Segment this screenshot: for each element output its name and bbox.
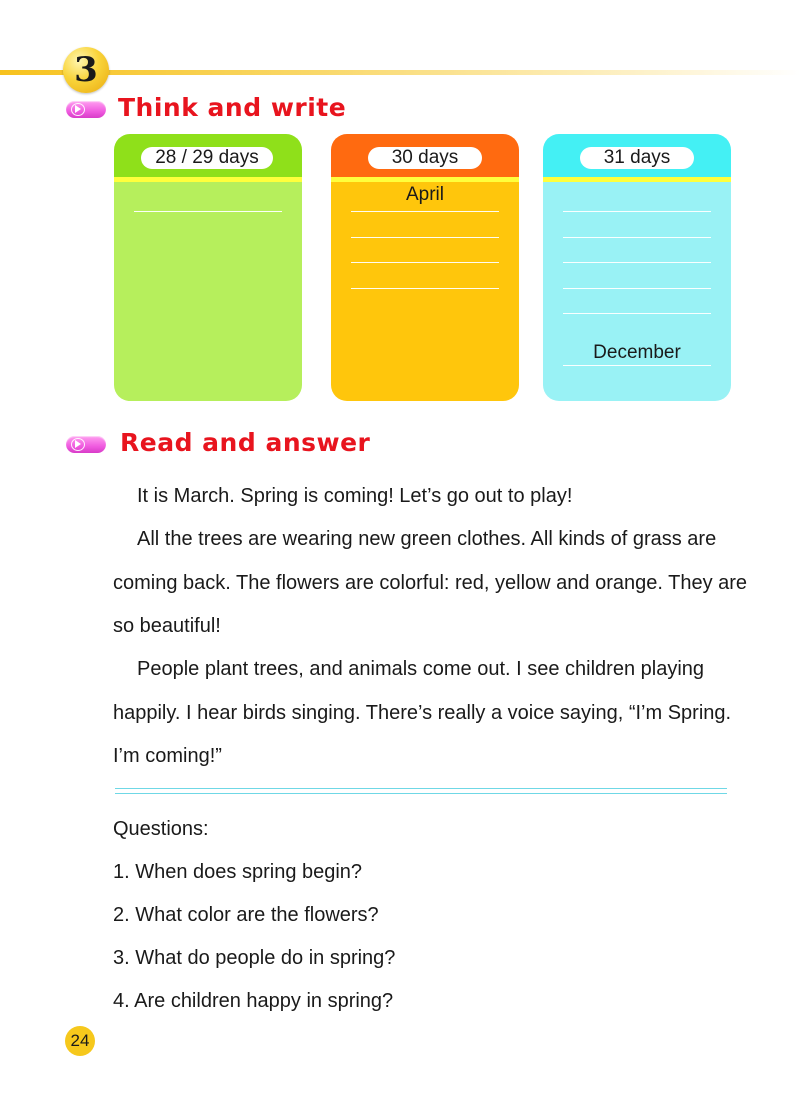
reading-paragraph: All the trees are wearing new green clothes. All kinds of grass are coming back. The flowers are colorful: red, yellow and orange. They are so beautiful!: [113, 528, 748, 637]
question-item: 3. What do people do in spring?: [113, 947, 396, 969]
section-marker-icon: [66, 436, 106, 453]
card-30-days: [331, 134, 519, 401]
card-28-29-days: [114, 134, 302, 401]
lesson-number-badge: 3: [63, 47, 109, 93]
questions-heading: Questions:: [113, 818, 209, 840]
write-line[interactable]: [563, 288, 711, 289]
divider-line: [115, 788, 727, 789]
write-line[interactable]: [563, 313, 711, 314]
write-line[interactable]: [351, 211, 499, 212]
section-title-read-and-answer: Read and answer: [120, 428, 371, 457]
card-label: 31 days: [580, 147, 694, 169]
write-line[interactable]: [563, 365, 711, 366]
reading-paragraph: People plant trees, and animals come out. I see children playing happily. I hear birds singing. There’s really a voice saying, “I’m Spring. I’m coming!”: [113, 658, 732, 767]
card-entry: April: [405, 184, 444, 205]
card-label: 30 days: [368, 147, 482, 169]
reading-paragraph: It is March. Spring is coming! Let’s go out to play!: [137, 485, 573, 507]
write-line[interactable]: [563, 237, 711, 238]
question-item: 2. What color are the flowers?: [113, 904, 379, 926]
write-line[interactable]: [351, 288, 499, 289]
section-title-think-and-write: Think and write: [118, 93, 347, 122]
question-item: 1. When does spring begin?: [113, 861, 363, 883]
write-line[interactable]: [563, 211, 711, 212]
question-item: 4. Are children happy in spring?: [113, 990, 394, 1012]
page-number: 24: [65, 1026, 95, 1056]
write-line[interactable]: [351, 237, 499, 238]
write-line[interactable]: [563, 262, 711, 263]
section-marker-icon: [66, 101, 106, 118]
card-31-days: [543, 134, 731, 401]
divider-line: [115, 793, 727, 794]
card-entry: December: [593, 342, 681, 363]
header-rule: [0, 70, 800, 75]
card-label: 28 / 29 days: [141, 147, 273, 169]
write-line[interactable]: [134, 211, 282, 212]
write-line[interactable]: [351, 262, 499, 263]
